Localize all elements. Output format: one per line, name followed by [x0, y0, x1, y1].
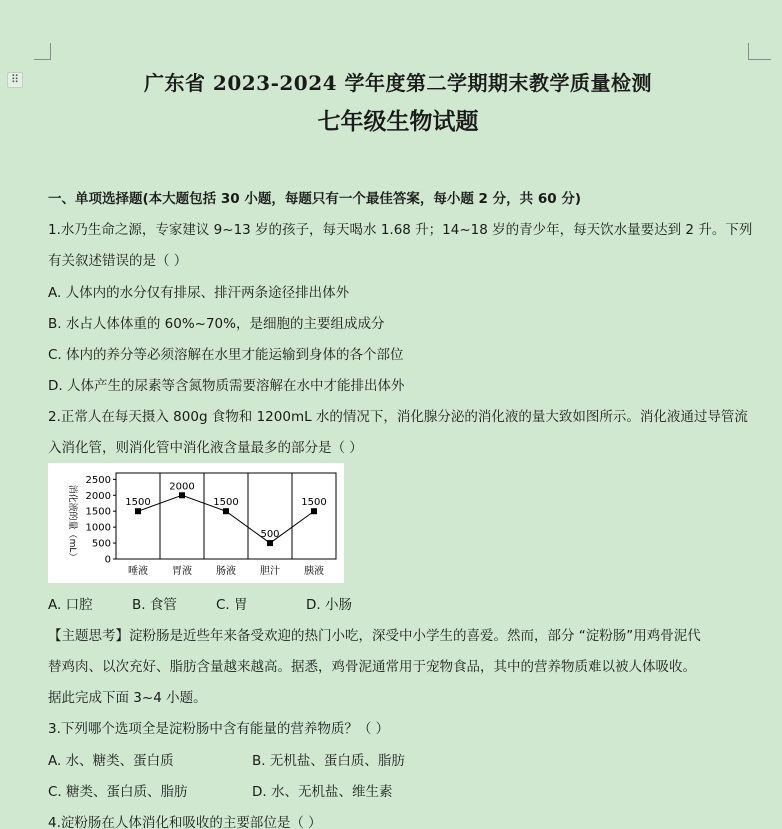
margin-corner-mark: [34, 43, 51, 60]
chart-data-label: 500: [260, 529, 280, 541]
chart-y-tick-label: 500: [91, 538, 111, 550]
question-2-option-c: C. 胃: [216, 597, 248, 613]
chart-y-tick-label: 1500: [85, 506, 111, 518]
question-1-line-1: 1.水乃生命之源，专家建议 9~13 岁的孩子，每天喝水 1.68 升；14~18 岁的青少年，每天饮水量要达到 2 升。下列: [48, 222, 753, 238]
chart-data-point: [223, 508, 229, 514]
question-4-stem: 4.淀粉肠在人体消化和吸收的主要部位是（ ）: [48, 815, 322, 829]
chart-y-axis-label: 消化液的量（mL）: [67, 484, 77, 562]
chart-data-label: 2000: [169, 481, 195, 493]
topic-line-2: 替鸡肉、以次充好、脂肪含量越来越高。据悉，鸡骨泥通常用于宠物食品，其中的营养物质难以被人体吸收。: [48, 659, 696, 675]
margin-corner-mark: [748, 43, 771, 60]
section-heading: 一、单项选择题(本大题包括 30 小题，每题只有一个最佳答案，每小题 2 分，共 60 分): [48, 191, 582, 207]
chart-data-label: 1500: [213, 497, 239, 509]
question-1-option-b: B. 水占人体体重的 60%~70%，是细胞的主要组成成分: [48, 316, 385, 332]
chart-data-label: 1500: [301, 497, 327, 509]
question-3-options-row-1: [48, 749, 405, 769]
digestive-juice-chart: [48, 463, 344, 583]
topic-line-3: 据此完成下面 3~4 小题。: [48, 690, 207, 706]
question-1-option-a: A. 人体内的水分仅有排尿、排汗两条途径排出体外: [48, 285, 350, 301]
topic-line-1: 【主题思考】淀粉肠是近些年来备受欢迎的热门小吃，深受中小学生的喜爱。然而，部分 “淀粉肠”用鸡骨泥代: [48, 628, 701, 644]
chart-category-label: 肠液: [216, 566, 236, 577]
chart-y-tick-label: 2000: [85, 490, 111, 502]
question-3-option-d: D. 水、无机盐、维生素: [252, 784, 393, 800]
question-1-line-2: 有关叙述错误的是（ ）: [48, 253, 188, 269]
chart-svg: [48, 463, 344, 583]
chart-category-label: 胃液: [172, 566, 192, 577]
question-1-option-c: C. 体内的养分等必须溶解在水里才能运输到身体的各个部位: [48, 347, 404, 363]
chart-data-point: [267, 540, 273, 546]
chart-y-tick-label: 2500: [85, 474, 111, 486]
question-2-line-1: 2.正常人在每天摄入 800g 食物和 1200mL 水的情况下，消化腺分泌的消化液的量大致如图所示。消化液通过导管流: [48, 409, 748, 425]
question-2-line-2: 入消化管，则消化管中消化液含量最多的部分是（ ）: [48, 440, 363, 456]
question-3-options-row-2: [48, 780, 392, 800]
exam-title: 广东省 2023-2024 学年度第二学期期末教学质量检测: [143, 71, 653, 95]
question-2-option-b: B. 食管: [132, 597, 177, 613]
question-3-stem: 3.下列哪个选项全是淀粉肠中含有能量的营养物质？（ ）: [48, 721, 390, 737]
chart-y-tick-label: 0: [104, 554, 111, 566]
chart-data-point: [179, 492, 185, 498]
chart-plot-frame: [116, 473, 336, 559]
chart-y-tick-label: 1000: [85, 522, 111, 534]
question-3-option-c: C. 糖类、蛋白质、脂肪: [48, 784, 188, 800]
question-1-option-d: D. 人体产生的尿素等含氮物质需要溶解在水中才能排出体外: [48, 378, 405, 394]
chart-category-label: 胆汁: [260, 566, 280, 577]
chart-category-label: 胰液: [304, 566, 324, 577]
question-3-option-a: A. 水、糖类、蛋白质: [48, 753, 174, 769]
question-2-option-d: D. 小肠: [306, 597, 352, 613]
exam-subtitle: 七年级生物试题: [317, 108, 479, 135]
chart-data-point: [311, 508, 317, 514]
question-3-option-b: B. 无机盐、蛋白质、脂肪: [252, 753, 405, 769]
chart-data-point: [135, 508, 141, 514]
chart-category-label: 唾液: [128, 566, 148, 577]
table-move-handle-icon[interactable]: ⠿: [7, 72, 23, 88]
question-2-option-a: A. 口腔: [48, 597, 93, 613]
chart-data-label: 1500: [125, 497, 151, 509]
question-2-options: [48, 593, 352, 613]
